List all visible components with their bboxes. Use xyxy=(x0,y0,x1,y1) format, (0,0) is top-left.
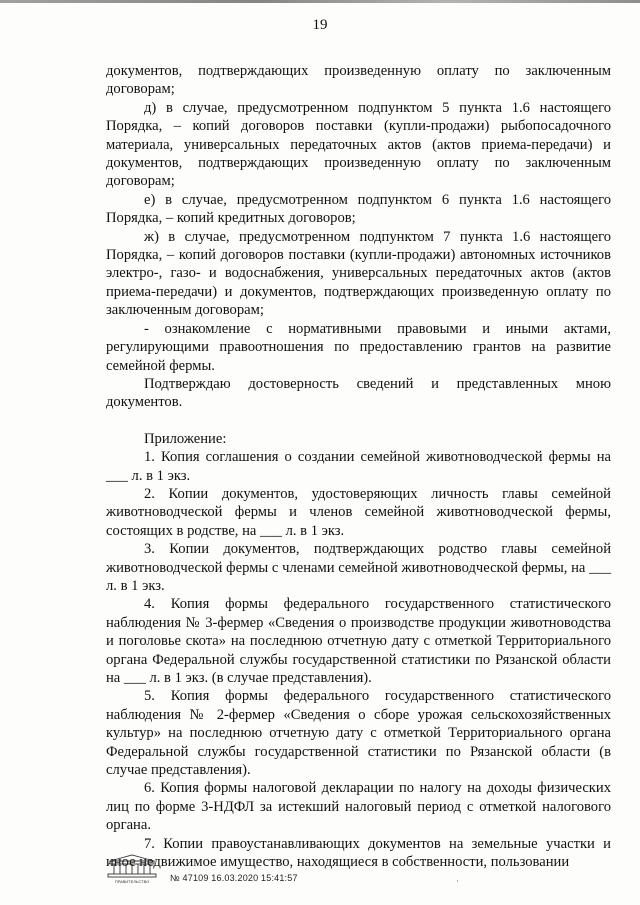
building-stamp-icon xyxy=(106,852,158,884)
paragraph: 6. Копия формы налоговой декларации по налогу на доходы физических лиц по форме 3-НДФЛ за истекший налоговый период с отметкой налогового органа. xyxy=(106,780,611,834)
footer xyxy=(106,852,606,892)
paragraph: д) в случае, предусмотренном подпунктом 5 пункта 1.6 настоящего Порядка, – копий договоров поставки (купли-продажи) рыбопосадочного материала, универсальных передаточных актов (актов приема-передачи) и документов, подтверждающих произведенную оплату по заключенным договорам; xyxy=(106,99,611,190)
paragraph: Подтверждаю достоверность сведений и представленных мною документов. xyxy=(106,375,611,411)
paragraph: 4. Копия формы федерального государственного статистического наблюдения № 3-фермер «Сведения о производстве продукции животноводства и поголовье скота» на последнюю отчетную дату с отметкой Территориального органа Федеральной службы государственной статистики по Рязанской области на ___ л. в 1 экз. (в случае представления). xyxy=(106,596,611,686)
scan-edge xyxy=(0,0,640,3)
paragraph: 7. Копии правоустанавливающих документов на земельные участки и иное недвижимое имущество, находящиеся в собственности, пользовании xyxy=(106,835,611,871)
scan-speck: · xyxy=(456,876,459,886)
paragraph: е) в случае, предусмотренном подпунктом 6 пункта 1.6 настоящего Порядка, – копий кредитных договоров; xyxy=(106,191,611,227)
paragraph: 3. Копии документов, подтверждающих родство главы семейной животноводческой фермы с членами семейной животноводческой фермы, на ___ л. в 1 экз. xyxy=(106,541,611,594)
paragraph: 1. Копия соглашения о создании семейной животноводческой фермы на ___ л. в 1 экз. xyxy=(106,449,611,484)
registration-number: № 47109 16.03.2020 15:41:57 xyxy=(170,873,298,883)
paragraph: 5. Копия формы федерального государственного статистического наблюдения № 2-фермер «Сведения о сборе урожая сельскохозяйственных культур» на последнюю отчетную дату с отметкой Территориального органа Федеральной службы государственной статистики по Рязанской области (в случае представления). xyxy=(106,688,611,779)
paragraph: 2. Копии документов, удостоверяющих личность главы семейной животноводческой фермы и членов семейной животноводческой фермы, состоящих в родстве, на ___ л. в 1 экз. xyxy=(106,485,611,539)
paragraph: Приложение: xyxy=(144,430,227,447)
page-number: 19 xyxy=(312,17,328,33)
document-body xyxy=(106,62,611,871)
stamp-caption: ПРАВИТЕЛЬСТВО xyxy=(114,879,150,884)
paragraph: документов, подтверждающих произведенную оплату по заключенным договорам; xyxy=(106,63,611,98)
paragraph: - ознакомление с нормативными правовыми и иными актами, регулирующими правоотношения по предоставлению грантов на развитие семейной фермы. xyxy=(106,320,611,374)
paragraph: ж) в случае, предусмотренном подпунктом 7 пункта 1.6 настоящего Порядка, – копий договоров поставки (купли-продажи) автономных источников электро-, газо- и водоснабжения, универсальных передаточных актов (актов приема-передачи) и документов, подтверждающих произведенную оплату по заключенным договорам; xyxy=(106,228,611,319)
